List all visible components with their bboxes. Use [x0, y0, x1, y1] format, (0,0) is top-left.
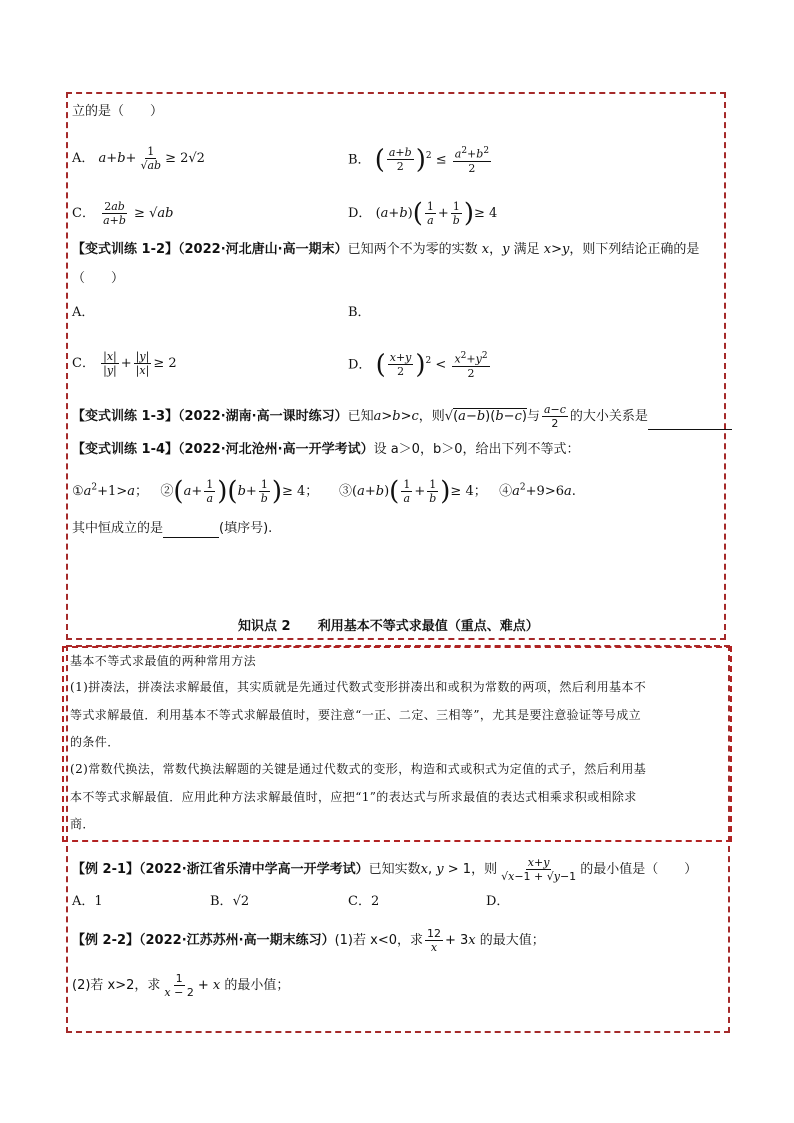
q1-option-d: D． (a+b)( $\frac{1}{a}$ + $\frac{1}{b}$ )≥ 4	[348, 198, 498, 229]
ex21-option-b: B．√2	[210, 894, 250, 909]
method-p2-line2: 本不等式求解最值．应用此种方法求解最值时，应把“1”的表达式与所求最值的表达式相乘求积或相除求	[70, 790, 637, 804]
q1-option-c: C． $\frac{2ab}{a+b}$ ≥ √ab	[72, 200, 174, 227]
q3-stem: 【变式训练 1-3】（2022·湖南·高一课时练习）已知a>b>c，则√(a−b)(b−c)与 $\frac{a-c}{2}$ 的大小关系是	[72, 403, 732, 430]
q2-stem: 【变式训练 1-2】（2022·河北唐山·高一期末）已知两个不为零的实数 x，y 满足 x>y，则下列结论正确的是	[72, 242, 700, 257]
q4-stem: 【变式训练 1-4】（2022·河北沧州·高一开学考试）设 a＞0，b＞0，给出下列不等式：	[72, 442, 580, 457]
q1-tail: 立的是（ ）	[72, 104, 164, 119]
ex22-stem: 【例 2-2】（2022·江苏苏州·高一期末练习）(1)若 x<0，求 $\frac{12}{x}$ + 3x 的最大值；	[72, 927, 545, 954]
q2-option-a: A．	[72, 305, 95, 320]
q2-option-d: D． ( $\frac{x+y}{2}$ )$^2$ < $\frac{x^2+y^2}{2}$	[348, 349, 488, 380]
q2-paren: （ ）	[72, 271, 125, 286]
ex21-stem: 【例 2-1】（2022·浙江省乐清中学高一开学考试）已知实数x, y > 1，则 $\frac{x+y}{√x-1 + √y-1}$ 的最小值是（ ）	[72, 856, 698, 883]
method-title: 基本不等式求最值的两种常用方法	[70, 654, 257, 668]
section-title: 利用基本不等式求最值（重点、难点）	[317, 619, 539, 634]
ex21-option-d: D．	[486, 894, 510, 909]
ex21-option-a: A．1	[72, 894, 103, 909]
section-label: 知识点 2	[238, 619, 291, 634]
section-heading	[238, 618, 539, 636]
q4-inequalities: $①a^2+1>a$； ②(a+ $\frac{1}{a}$ )(b+ $\frac{1}{b}$ )≥ 4； ③(a+b)( $\frac{1}{a}$ + $\frac{1}{b}$ )≥ 4； $④a^2+9>6a$.	[72, 476, 576, 507]
ex22-part2: (2)若 x>2，求 $\frac{1}{x - 2}$ + x 的最小值；	[72, 972, 290, 999]
method-p1-line2: 等式求解最值．利用基本不等式求解最值时，要注意“一正、二定、三相等”，尤其是要注意验证等号成立	[70, 708, 642, 722]
q2-option-b: B．	[348, 305, 371, 320]
method-p1-line1: (1)拼凑法，拼凑法求解最值，其实质就是先通过代数式变形拼凑出和或积为常数的两项，然后利用基本不	[70, 680, 647, 694]
method-p2-line1: (2)常数代换法，常数代换法解题的关键是通过代数式的变形，构造和式或积式为定值的式子，然后利用基	[70, 762, 647, 776]
ex21-option-c: C．2	[348, 894, 380, 909]
method-p2-line3: 商．	[70, 817, 95, 831]
q2-option-c: C． $\frac{|x|}{|y|}$ + $\frac{|y|}{|x|}$ ≥ 2	[72, 350, 177, 377]
q1-option-a: A． a+b+ $\frac{1}{√ab}$ ≥ 2√2	[72, 145, 205, 172]
q1-option-b: B． ( $\frac{a+b}{2}$ )$^2$ ≤ $\frac{a^2+b^2}{2}$	[348, 144, 490, 175]
method-box	[62, 646, 732, 842]
method-p1-line3: 的条件．	[70, 735, 120, 749]
q4-answer-line: 其中恒成立的是 (填序号).	[72, 521, 273, 536]
